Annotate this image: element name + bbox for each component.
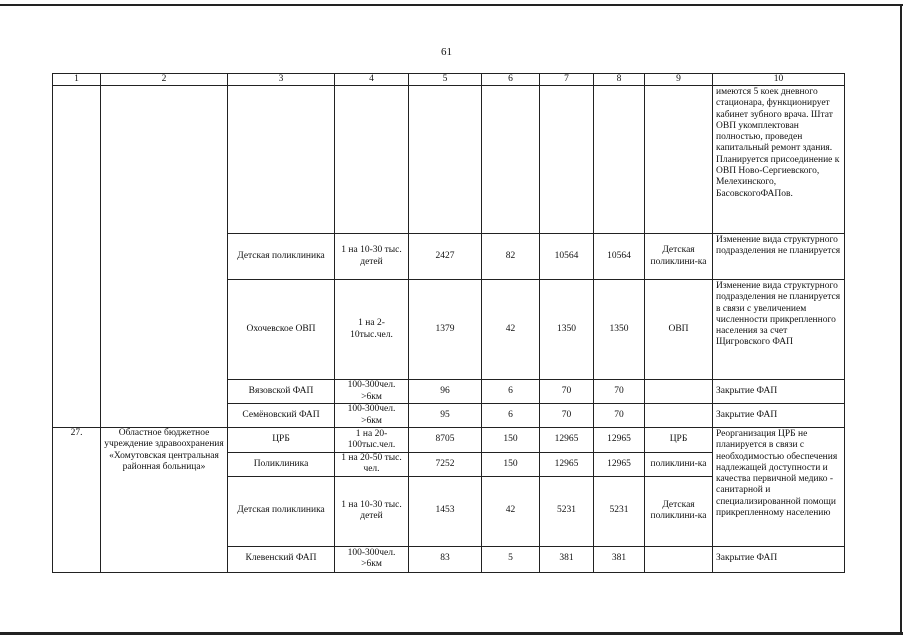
value-cell: 5: [482, 546, 540, 572]
unit-name-cell: Поликлиника: [228, 453, 335, 477]
value-cell: 70: [540, 380, 594, 404]
unit-name-cell: Охочевское ОВП: [228, 280, 335, 380]
header-cell: 10: [713, 74, 845, 86]
cell-empty: [53, 86, 101, 428]
value-cell: 8705: [409, 428, 482, 453]
value-cell: 150: [482, 453, 540, 477]
table-row: [53, 428, 845, 453]
value-cell: 42: [482, 280, 540, 380]
main-table: [52, 73, 845, 573]
value-cell: 7252: [409, 453, 482, 477]
value-cell: 6: [482, 404, 540, 428]
note-cell: имеются 5 коек дневного стационара, функционирует кабинет зубного врача. Штат ОВП укомплектован полностью, проведен капитальный ремонт здания. Планируется присоединение к ОВП Ново-Сергиевского, Мелехинского, БасовскогоФАПов.: [713, 86, 845, 234]
value-cell: 70: [594, 404, 645, 428]
cell-empty: [335, 86, 409, 234]
value-cell: 5231: [594, 476, 645, 546]
note-cell: Изменение вида структурного подразделения не планируется в связи с увеличением численности прикрепленного населения за счет Щигровского ФАП: [713, 280, 845, 380]
header-cell: 9: [645, 74, 713, 86]
unit-name-cell: Семёновский ФАП: [228, 404, 335, 428]
unit-name-cell: Вязовской ФАП: [228, 380, 335, 404]
note-cell: Закрытие ФАП: [713, 546, 845, 572]
cell-empty: [645, 380, 713, 404]
value-cell: 96: [409, 380, 482, 404]
value-cell: 83: [409, 546, 482, 572]
cell-empty: [594, 86, 645, 234]
value-cell: 70: [540, 404, 594, 428]
value-cell: 12965: [540, 453, 594, 477]
norm-cell: 1 на 10-30 тыс. детей: [335, 234, 409, 280]
value-cell: 1379: [409, 280, 482, 380]
value-cell: 82: [482, 234, 540, 280]
note-cell: Закрытие ФАП: [713, 404, 845, 428]
value-cell: 381: [540, 546, 594, 572]
cell-empty: [540, 86, 594, 234]
unit-name-cell: ЦРБ: [228, 428, 335, 453]
type-cell: Детская поликлини-ка: [645, 476, 713, 546]
value-cell: 1350: [540, 280, 594, 380]
cell-empty: [482, 86, 540, 234]
value-cell: 10564: [540, 234, 594, 280]
value-cell: 5231: [540, 476, 594, 546]
norm-cell: 100-300чел. >6км: [335, 380, 409, 404]
page-number: 61: [441, 46, 452, 58]
value-cell: 10564: [594, 234, 645, 280]
header-cell: 7: [540, 74, 594, 86]
header-cell: 6: [482, 74, 540, 86]
value-cell: 1350: [594, 280, 645, 380]
value-cell: 70: [594, 380, 645, 404]
unit-name-cell: Детская поликлиника: [228, 476, 335, 546]
note-cell: Изменение вида структурного подразделения не планируется: [713, 234, 845, 280]
value-cell: 12965: [594, 428, 645, 453]
cell-empty: [645, 546, 713, 572]
note-cell: Закрытие ФАП: [713, 380, 845, 404]
header-cell: 3: [228, 74, 335, 86]
norm-cell: 100-300чел. >6км: [335, 404, 409, 428]
cell-empty: [101, 86, 228, 428]
organization-cell: Областное бюджетное учреждение здравоохранения «Хомутовская центральная районная больница»: [101, 428, 228, 573]
value-cell: 42: [482, 476, 540, 546]
cell-empty: [645, 86, 713, 234]
value-cell: 1453: [409, 476, 482, 546]
top-border-line: [0, 4, 903, 6]
unit-name-cell: Детская поликлиника: [228, 234, 335, 280]
cell-empty: [645, 404, 713, 428]
cell-empty: [409, 86, 482, 234]
value-cell: 12965: [540, 428, 594, 453]
type-cell: Детская поликлини-ка: [645, 234, 713, 280]
type-cell: ОВП: [645, 280, 713, 380]
type-cell: ЦРБ: [645, 428, 713, 453]
type-cell: поликлини-ка: [645, 453, 713, 477]
cell-empty: [228, 86, 335, 234]
norm-cell: 1 на 2-10тыс.чел.: [335, 280, 409, 380]
norm-cell: 1 на 20-50 тыс. чел.: [335, 453, 409, 477]
norm-cell: 1 на 10-30 тыс. детей: [335, 476, 409, 546]
value-cell: 95: [409, 404, 482, 428]
header-cell: 1: [53, 74, 101, 86]
value-cell: 150: [482, 428, 540, 453]
value-cell: 6: [482, 380, 540, 404]
table-row: [53, 86, 845, 234]
unit-name-cell: Клевенский ФАП: [228, 546, 335, 572]
header-cell: 8: [594, 74, 645, 86]
bottom-border-line: [0, 632, 903, 635]
header-cell: 5: [409, 74, 482, 86]
norm-cell: 1 на 20-100тыс.чел.: [335, 428, 409, 453]
row-number-cell: 27.: [53, 428, 101, 573]
header-row: [53, 74, 845, 86]
note-cell: Реорганизация ЦРБ не планируется в связи с необходимостью обеспечения надлежащей доступности и качества первичной медико - санитарной и специализированной помощи прикрепленному населению: [713, 428, 845, 547]
norm-cell: 100-300чел. >6км: [335, 546, 409, 572]
header-cell: 2: [101, 74, 228, 86]
right-border-line: [900, 4, 902, 635]
value-cell: 381: [594, 546, 645, 572]
header-cell: 4: [335, 74, 409, 86]
value-cell: 12965: [594, 453, 645, 477]
value-cell: 2427: [409, 234, 482, 280]
